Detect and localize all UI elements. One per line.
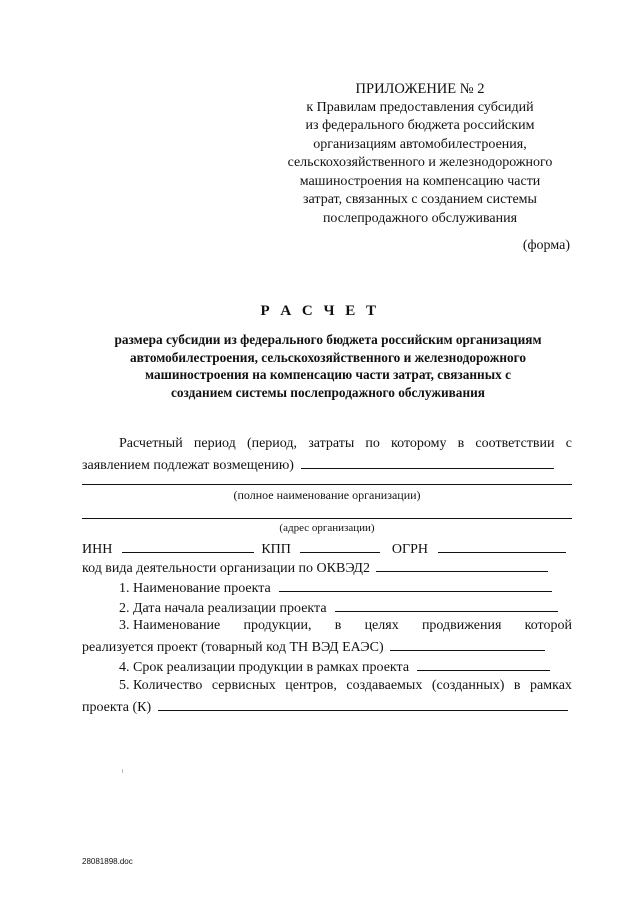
product-code-field [390, 637, 545, 651]
start-date-field [335, 598, 558, 612]
item-1-line: 1. Наименование проекта [119, 578, 552, 598]
appendix-line: к Правилам предоставления субсидий [306, 99, 534, 115]
item-3-line-1: 3. Наименование продукции, в целях продвижения которой [119, 618, 572, 633]
appendix-line: сельскохозяйственного и железнодорожного [287, 155, 553, 170]
scan-speck [122, 769, 123, 773]
item-5-line-1: 5. Количество сервисных центров, создаваемых (созданных) в рамках [119, 678, 572, 693]
item-3-line-2: реализуется проект (товарный код ТН ВЭД ЕАЭС) [82, 637, 545, 657]
org-address-field [82, 518, 572, 519]
okved-field [376, 558, 548, 572]
item-5-line-2: проекта (К) [82, 697, 568, 717]
item-4-line: 4. Срок реализации продукции в рамках проекта [119, 657, 550, 677]
inn-field [122, 539, 254, 553]
inn-label: ИНН [82, 542, 113, 557]
kpp-field [300, 539, 380, 553]
period-line-2: заявлением подлежат возмещению) [82, 455, 554, 475]
subtitle-line: машиностроения на компенсацию части затрат, связанных с [145, 367, 511, 382]
subtitle-line: созданием системы послепродажного обслуживания [171, 384, 485, 400]
appendix-line: из федерального бюджета российским [305, 118, 535, 133]
org-address-caption: (адрес организации) [279, 522, 375, 534]
okved-line: код вида деятельности организации по ОКВЭД2 [82, 558, 548, 578]
document-title: Р А С Ч Е Т [260, 303, 380, 319]
period-field [301, 455, 554, 469]
appendix-line: организациям автомобилестроения, [313, 136, 527, 152]
appendix-line: затрат, связанных с созданием системы [303, 192, 537, 207]
ogrn-label: ОГРН [391, 542, 429, 557]
appendix-heading: ПРИЛОЖЕНИЕ № 2 [355, 81, 485, 97]
document-subtitle [82, 331, 574, 401]
ogrn-field [438, 539, 566, 553]
appendix-line: послепродажного обслуживания [322, 210, 518, 226]
sales-period-field [417, 657, 550, 671]
appendix-line: машиностроения на компенсацию части [299, 173, 541, 189]
kpp-label: КПП [261, 542, 291, 557]
period-line-1: Расчетный период (период, затраты по которому в соответствии с [119, 436, 572, 451]
subtitle-line: автомобилестроения, сельскохозяйственного и железнодорожного [129, 349, 527, 365]
org-name-caption: (полное наименование организации) [233, 488, 421, 502]
ids-line [82, 539, 566, 559]
form-label: (форма) [522, 238, 570, 253]
item-2-line: 2. Дата начала реализации проекта [119, 598, 558, 618]
footer-filename: 28081898.doc [82, 857, 133, 866]
org-name-field [82, 484, 572, 485]
appendix-block [270, 80, 570, 228]
service-centers-field [158, 697, 568, 711]
project-name-field [279, 578, 552, 592]
subtitle-line: размера субсидии из федерального бюджета российским организациям [114, 332, 542, 347]
